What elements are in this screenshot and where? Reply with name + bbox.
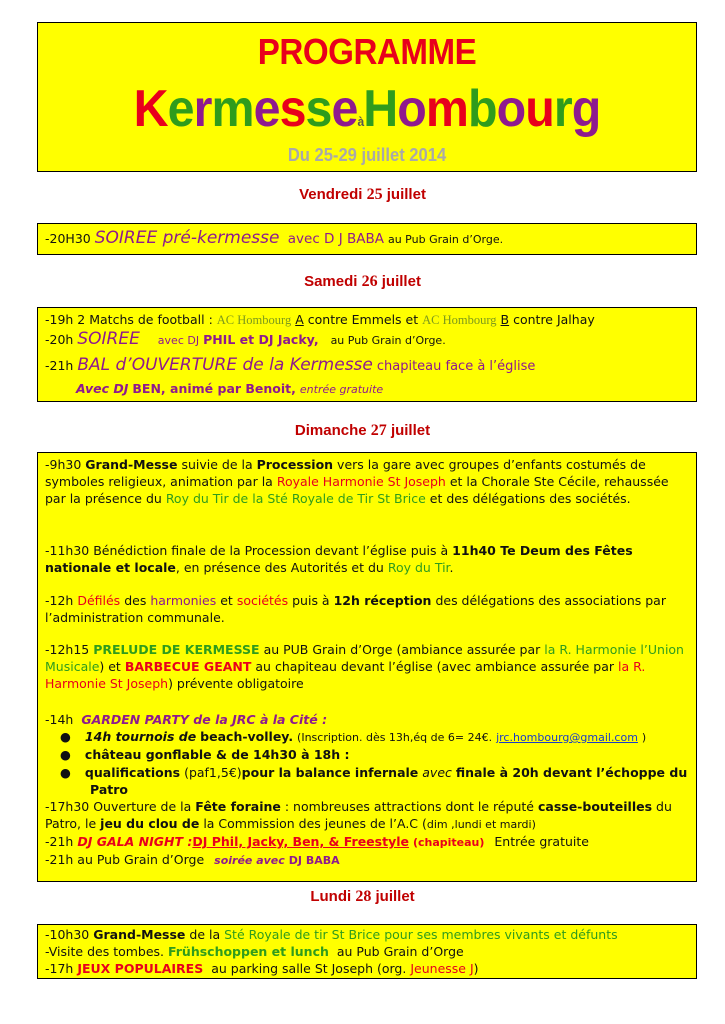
day-heading-lundi: [0, 888, 725, 906]
hombourg-word: [363, 80, 600, 138]
text-run: 27: [370, 422, 387, 439]
text-run: harmonies: [150, 593, 217, 608]
text-run: juillet: [375, 888, 415, 905]
kermesse-letter: K: [133, 80, 168, 138]
text-run: Patro, le: [45, 816, 97, 831]
text-run: (Inscription. dès 13h,éq de 6= 24€.: [297, 731, 493, 744]
text-run: du: [656, 799, 672, 814]
hombourg-letter: o: [397, 80, 426, 138]
text-run: avec DJ: [157, 334, 200, 347]
text-run: (paf1,5€): [184, 765, 242, 780]
text-run: jeu du clou de: [100, 816, 200, 831]
text-run: Grand-Messe: [93, 927, 186, 942]
text-run: qualifications: [84, 765, 181, 780]
text-run: casse-bouteilles: [537, 799, 653, 814]
text-run: AC Hombourg: [422, 313, 497, 327]
text-run: la R. Harmonie l’Union Musicale: [45, 642, 684, 674]
lundi-jeux: [45, 960, 479, 977]
kermesse-letter: r: [193, 80, 212, 138]
text-run: au parking salle St Joseph (org.: [211, 961, 407, 976]
dimanche-prelude: [45, 641, 685, 692]
vendredi-line: [45, 230, 503, 248]
text-run: Sté Royale de tir St Brice pour ses membres vivants et défunts: [224, 927, 618, 942]
day-heading-vendredi: [0, 186, 725, 204]
hombourg-letter: H: [363, 80, 398, 138]
text-run: B: [500, 312, 510, 327]
kermesse-letter: m: [211, 80, 254, 138]
text-run: Frühschoppen et lunch: [168, 944, 329, 959]
samedi-football: [45, 311, 595, 329]
kermesse-letter: e: [253, 80, 280, 138]
day-heading-samedi: [0, 273, 725, 291]
text-run: au Pub Grain d’Orge: [336, 944, 464, 959]
text-run: suivie de la: [181, 457, 253, 472]
text-run: chapiteau face à l’église: [376, 359, 536, 374]
text-run: Avec DJ: [76, 381, 129, 396]
text-run: Fête foraine: [195, 799, 281, 814]
text-run: dim ,lundi et mardi): [426, 818, 536, 831]
text-run: juillet: [390, 422, 431, 439]
hombourg-letter: o: [496, 80, 526, 138]
text-run: château gonflable & de 14h30 à 18h :: [84, 747, 350, 762]
vendredi-box: [37, 223, 697, 255]
lundi-box: [37, 924, 697, 979]
text-run: entrée gratuite: [299, 383, 384, 396]
hombourg-letter: m: [425, 80, 468, 138]
text-run: ): [473, 961, 479, 976]
text-run: PHIL et DJ Jacky,: [203, 332, 319, 347]
text-run: la Commission des jeunes de l’A.C (: [203, 816, 427, 831]
text-run: puis à: [292, 593, 330, 608]
text-run: et la Chorale Ste Cécile, rehaussée par la présence du: [45, 474, 669, 506]
samedi-dj-ben: [76, 380, 383, 398]
text-run: avec D J BABA: [287, 231, 384, 247]
text-run: JEUX POPULAIRES: [77, 961, 204, 976]
text-run: -9h30: [45, 457, 82, 472]
text-run: 12h réception: [333, 593, 432, 608]
text-run: Grand-Messe: [85, 457, 178, 472]
text-run: -21h: [45, 358, 74, 373]
gala-night: [45, 833, 589, 851]
kermesse-letter: s: [305, 80, 332, 138]
text-run: Défilés: [77, 593, 121, 608]
text-run: -11h30 Bénédiction finale de la Procession devant l’église puis à: [45, 543, 449, 558]
text-run: .: [449, 560, 454, 575]
pub-baba: [45, 851, 340, 869]
text-run: , en présence des Autorités et du: [175, 560, 384, 575]
text-run: Entrée gratuite: [494, 834, 589, 849]
text-run: DJ BABA: [288, 854, 340, 867]
text-run: ●: [60, 765, 71, 780]
text-run: PRELUDE DE KERMESSE: [93, 642, 260, 657]
dimanche-box: [37, 452, 697, 882]
text-run: de la: [189, 927, 221, 942]
text-run: -10h30: [45, 927, 90, 942]
text-run: ) et: [99, 659, 121, 674]
samedi-bal: [45, 357, 535, 375]
text-run: juillet: [386, 186, 426, 203]
text-run: -19h 2 Matchs de football :: [45, 312, 213, 327]
text-run: DJ Phil, Jacky, Ben, & Freestyle: [192, 834, 409, 849]
dimanche-defiles: [45, 592, 685, 626]
text-run: -14h: [45, 712, 74, 727]
text-run: Royale Harmonie St Joseph: [276, 474, 446, 489]
text-run: ●: [60, 729, 71, 744]
text-run: : nombreuses attractions dont le réputé: [284, 799, 534, 814]
text-run: finale à 20h devant l’échoppe du Patro: [90, 765, 688, 797]
text-run: -21h au Pub Grain d’Orge: [45, 852, 205, 867]
kermesse-letter: s: [279, 80, 306, 138]
text-run: et des délégations des sociétés.: [429, 491, 631, 506]
samedi-box: [37, 307, 697, 402]
text-run: ): [641, 731, 647, 744]
fete-foraine: [45, 798, 685, 833]
text-run: Roy du Tir de la Sté Royale de Tir St Brice: [165, 491, 426, 506]
text-run: soirée avec: [214, 854, 285, 867]
text-run: beach-volley.: [200, 729, 294, 744]
text-run: BAL d’OUVERTURE de la Kermesse: [77, 355, 373, 375]
text-run: -12h: [45, 593, 74, 608]
hombourg-letter: u: [525, 80, 554, 138]
hombourg-letter: b: [467, 80, 497, 138]
text-run: A: [295, 312, 304, 327]
kermesse-word: [134, 80, 358, 138]
kermesse-letter: e: [331, 80, 358, 138]
garden-qualifications: [60, 764, 710, 798]
text-run: contre Emmels et: [307, 312, 419, 327]
text-run: des délégations des associations par l’administration communale.: [45, 593, 666, 625]
text-run: 14h tournois de: [84, 729, 197, 744]
text-run: au Pub Grain d’Orge.: [330, 334, 446, 347]
text-run: des: [124, 593, 147, 608]
text-run: 25: [366, 186, 383, 203]
text-run: la R. Harmonie St Joseph: [45, 659, 646, 691]
text-run: au chapiteau devant l’église (avec ambiance assurée par: [255, 659, 615, 674]
text-run: juillet: [381, 273, 421, 290]
text-run: Procession: [256, 457, 334, 472]
text-run: -17h: [45, 961, 74, 976]
kermesse-title: [61, 79, 673, 139]
programme-title: PROGRAMME: [257, 31, 477, 72]
text-run: contre Jalhay: [513, 312, 595, 327]
text-run: BEN, animé par Benoit,: [132, 381, 296, 396]
header-box: [37, 22, 697, 172]
garden-chateau: [60, 746, 350, 763]
text-run: 11h40 Te Deum des Fêtes nationale et locale: [45, 543, 633, 575]
text-run: ●: [60, 747, 71, 762]
text-run: Roy du Tir: [387, 560, 450, 575]
text-run: sociétés: [236, 593, 289, 608]
text-run: AC Hombourg: [216, 313, 292, 327]
connector: à: [357, 114, 364, 129]
text-run: Vendredi: [299, 186, 363, 203]
text-run: Samedi: [304, 273, 358, 290]
text-run: -20H30: [45, 231, 91, 246]
text-run: vers la gare avec groupes d’enfants costumés de symboles religieux, animation par la: [45, 457, 646, 489]
text-run: pour la balance infernale: [241, 765, 419, 780]
dates-subtitle: Du 25-29 juillet 2014: [287, 145, 447, 165]
text-run: Jeunesse J: [410, 961, 474, 976]
text-run: 28: [355, 888, 372, 905]
text-run: -12h15: [45, 642, 90, 657]
text-run: Dimanche: [294, 422, 367, 439]
text-run: -17h30 Ouverture de la: [45, 799, 192, 814]
dimanche-messe: [45, 456, 685, 507]
email-link[interactable]: jrc.hombourg@gmail.com: [496, 731, 638, 744]
text-run: SOIREE pré-kermesse: [94, 228, 280, 248]
text-run: et: [220, 593, 233, 608]
hombourg-letter: g: [571, 80, 601, 138]
text-run: avec: [422, 765, 452, 780]
garden-beach-volley: [60, 728, 646, 746]
text-run: BARBECUE GEANT: [124, 659, 252, 674]
text-run: -Visite des tombes.: [45, 944, 165, 959]
kermesse-letter: e: [167, 80, 194, 138]
text-run: SOIREE: [77, 329, 140, 349]
text-run: DJ GALA NIGHT :: [77, 834, 193, 849]
text-run: au Pub Grain d’Orge.: [387, 233, 504, 246]
day-heading-dimanche: [0, 422, 725, 440]
hombourg-letter: r: [553, 80, 572, 138]
lundi-messe: [45, 926, 618, 943]
samedi-soiree: [45, 331, 446, 349]
text-run: Lundi: [310, 888, 352, 905]
text-run: -20h: [45, 332, 74, 347]
text-run: GARDEN PARTY de la JRC à la Cité :: [81, 712, 328, 727]
text-run: (chapiteau): [412, 836, 485, 849]
text-run: -21h: [45, 834, 74, 849]
text-run: ) prévente obligatoire: [168, 676, 304, 691]
text-run: au PUB Grain d’Orge (ambiance assurée par: [263, 642, 541, 657]
garden-party: [45, 711, 327, 728]
text-run: 26: [361, 273, 378, 290]
dimanche-benediction: [45, 542, 685, 576]
lundi-fruhschoppen: [45, 943, 464, 960]
